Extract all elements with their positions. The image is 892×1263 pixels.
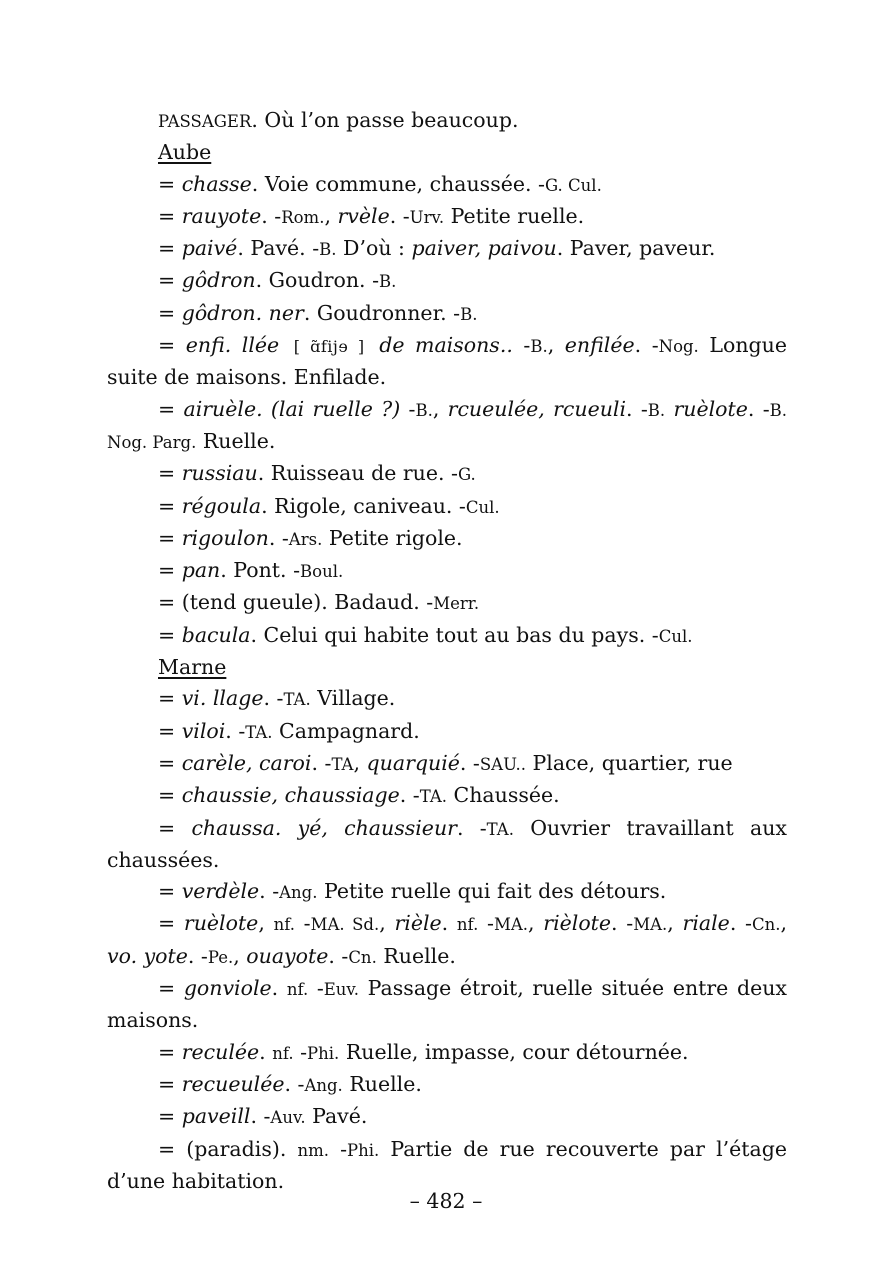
source-abbrev: B. [460,304,478,324]
entry-text: = [158,268,182,293]
entry-text: = [158,300,182,325]
entry-line [107,1134,787,1198]
entry-line [107,555,787,587]
source-abbrev: G. [457,465,476,485]
dialect-term: ruèlote [183,911,259,936]
entry-text: - [400,396,416,421]
entry-text: Partie de rue recouverte par l’étage d’une habitation. [107,1136,787,1193]
dialect-term: ouayote [246,943,329,968]
dictionary-text [107,105,787,1197]
source-abbrev: nf. [456,915,479,935]
entry-text: Ruelle, impasse, cour détournée. [339,1039,689,1064]
dialect-term: pan [181,558,221,583]
entry-text: = [158,461,182,486]
entry-text: , [780,911,788,936]
source-abbrev: Phi. [347,1140,380,1160]
entry-text: . [259,1039,273,1064]
entry-text: . Rigole, caniveau. - [261,493,466,518]
entry-line [107,105,787,137]
entry-text: = [158,718,182,743]
entry-line [107,491,787,523]
source-abbrev: B. [415,400,433,420]
source-abbrev: Pe. [207,947,234,967]
source-abbrev: Phi. [307,1043,340,1063]
entry-text: = [158,558,182,583]
entry-line [107,748,787,780]
entry-text: . Pont. - [220,558,301,583]
entry-text: . - [187,943,208,968]
entry-text: . - [747,396,770,421]
entry-text: - [512,333,531,358]
entry-text: Pavé. [305,1104,368,1129]
dialect-term: russiau [181,461,258,486]
entry-text: . Ruisseau de rue. - [257,461,458,486]
entry-text: . - [328,943,349,968]
dialect-term: rvèle [337,203,390,228]
dialect-term: riale [682,911,730,936]
entry-text: Ruelle. [196,428,276,453]
entry-text: . - [268,525,289,550]
dialect-term: viloi [181,718,226,743]
dialect-term: vo. yote [107,943,188,968]
entry-text: D’où : [336,236,412,261]
entry-text: , [379,911,395,936]
entry-text: = [158,203,182,228]
source-abbrev: TA. [419,787,447,807]
source-abbrev: nf. [286,980,309,1000]
entry-text: - [328,1136,348,1161]
dialect-term: quarquié [366,750,460,775]
entry-line [107,1037,787,1069]
entry-text: . - [250,1104,271,1129]
source-abbrev: B. [319,240,337,260]
source-abbrev: G. Cul. [544,175,602,195]
entry-line [107,137,787,168]
entry-text: = (tend gueule). Badaud. - [158,590,434,615]
entry-line [107,523,787,555]
entry-text: Passage étroit, ruelle située entre deux maisons. [107,976,787,1033]
entry-text: , [667,911,683,936]
dialect-term: carèle, caroi [181,750,312,775]
dialect-term: gôdron [181,268,256,293]
source-abbrev: Merr. [433,594,480,614]
source-abbrev: Cn. [348,947,377,967]
dialect-term: chaussa. yé, chaussieur [191,815,457,840]
source-abbrev: Cn. [751,915,781,935]
entry-text: Longue suite de maisons. Enfilade. [107,333,787,390]
entry-text: - [293,1039,308,1064]
entry-text: = [158,686,182,711]
dialect-term: paveill [181,1104,251,1129]
source-abbrev: Ang. [304,1075,343,1095]
entry-line [107,683,787,715]
entry-line [107,876,787,908]
entry-line [107,973,787,1037]
entry-text: . Celui qui habite tout au bas du pays. - [250,622,659,647]
entry-text: . Goudronner. - [303,300,461,325]
entry-text: Ruelle. [376,943,456,968]
entry-text: . Voie commune, chaussée. - [251,171,545,196]
entry-text: . - [259,879,280,904]
entry-text: Ouvrier travaillant aux chaussées. [107,815,787,872]
dialect-term: enfilée [564,333,635,358]
dialect-term: verdèle [181,879,260,904]
entry-text: . - [634,333,659,358]
entry-text: = [158,396,184,421]
source-abbrev: nf. [272,1043,294,1063]
entry-text: Chaussée. [447,783,560,808]
entry-line [107,813,787,877]
source-abbrev: B. [530,337,548,357]
entry-text: = [158,750,182,775]
source-abbrev: MA. [493,915,529,935]
dialect-term: rièlote [543,911,612,936]
entry-text: , [432,396,448,421]
dialect-term: bacula [181,622,251,647]
entry-text: , [233,943,247,968]
entry-text: . - [626,396,648,421]
dialect-term: régoula [181,493,262,518]
entry-text: . Pavé. - [237,236,320,261]
entry-text: . - [729,911,752,936]
source-abbrev: Cul. [465,497,500,517]
page-number: – 482 – [409,1189,483,1213]
dialect-term: rcueulée, rcueuli [447,396,627,421]
entry-text: - [308,976,324,1001]
entry-text: - [294,911,311,936]
entry-line [107,265,787,297]
entry-text: = [158,879,182,904]
dialect-term: rauyote [181,203,262,228]
entry-line [107,458,787,490]
entry-line [107,1069,787,1101]
entry-text: = [158,1039,182,1064]
entry-text: , [353,750,367,775]
source-abbrev: Urv. [409,207,445,227]
entry-text: , [324,203,338,228]
entry-text: = [158,493,182,518]
dialect-term: airuèle. (lai ruelle ?) [183,396,401,421]
entry-line [107,620,787,652]
entry-text: . - [459,750,480,775]
entry-text: = [158,333,186,358]
entry-text: = [158,1071,182,1096]
dialect-term: ruèlote [673,396,748,421]
entry-text: . Goudron. - [255,268,380,293]
source-abbrev: Boul. [300,562,344,582]
entry-text: Campagnard. [272,718,420,743]
entry-text: Petite ruelle qui fait des détours. [317,879,667,904]
dialect-term: rigoulon [181,525,269,550]
dialect-term: rièle [394,911,442,936]
entry-line [107,908,787,973]
section-heading: Aube [158,140,212,165]
source-abbrev: Rom. [281,207,325,227]
entry-text: Petite ruelle. [444,203,585,228]
source-abbrev: B. [647,400,666,420]
entry-line [107,652,787,683]
source-abbrev: B. [379,272,397,292]
entry-line [107,201,787,233]
source-abbrev: SAU.. [479,754,526,774]
dialect-term: recueulée [181,1071,285,1096]
dialect-term: paiver, paivou [411,236,557,261]
entry-text: = [158,236,182,261]
source-abbrev: Ang. [279,883,318,903]
dialect-term: reculée [181,1039,260,1064]
entry-text: = [158,976,184,1001]
entry-line [107,298,787,330]
entry-text: . - [399,783,420,808]
phonetic-transcription: [ ɑ̃fijɘ ] [293,337,365,357]
section-heading: Marne [158,655,227,680]
entry-text: = [158,1104,182,1129]
entry-text: = [158,622,182,647]
entry-line [107,780,787,812]
source-abbrev: Ars. [288,529,323,549]
entry-text [279,333,290,357]
source-abbrev: nm. [297,1140,329,1160]
entry-text: - [478,911,494,936]
entry-text: . - [284,1071,305,1096]
entry-text: . - [611,911,634,936]
entry-text: = [158,815,192,840]
entry-line [107,233,787,265]
source-abbrev: TA. [486,819,514,839]
entry-text: . - [311,750,332,775]
entry-line [107,1101,787,1133]
dialect-term: vi. llage [181,686,264,711]
source-abbrev: MA. [633,915,668,935]
entry-text: Ruelle. [342,1071,422,1096]
entry-text: = (paradis). [158,1136,298,1161]
entry-text: = [158,525,182,550]
entry-text: . - [456,815,487,840]
source-abbrev: TA. [283,690,311,710]
entry-text: . [441,911,457,936]
source-abbrev: Euv. [323,980,360,1000]
entry-line [107,169,787,201]
entry-line [107,716,787,748]
entry-text: = [158,911,184,936]
dialect-term: paivé [181,236,238,261]
entry-text: . - [389,203,410,228]
dialect-term: chaussie, chaussiage [181,783,400,808]
entry-text: . - [225,718,246,743]
entry-text: . Où l’on passe beaucoup. [251,108,519,132]
entry-text: Place, quartier, rue [525,750,733,775]
entry-line [107,330,787,394]
entry-line [107,587,787,619]
entry-text: . Paver, paveur. [556,236,716,261]
source-abbrev: MA. Sd. [310,915,380,935]
dialect-term: de maisons.. [379,333,513,358]
dialect-term: gonviole [183,976,272,1001]
entry-text: . - [263,686,284,711]
dialect-term: chasse [181,171,252,196]
entry-text: , [547,333,565,358]
entry-text: = [158,171,182,196]
source-abbrev: nf. [273,915,295,935]
entry-text: . - [261,203,282,228]
entry-text [369,333,380,357]
dialect-term: gôdron. ner [181,300,304,325]
source-abbrev: TA. [245,722,273,742]
source-abbrev: TA [331,754,354,774]
entry-text: = [158,783,182,808]
source-abbrev: B. Nog. Parg. [107,400,787,452]
entry-text: . [271,976,287,1001]
entry-text: , [528,911,544,936]
entry-text: , [258,911,274,936]
entry-text: Village. [310,686,396,711]
entry-text: Petite rigole. [322,525,463,550]
source-abbrev: Cul. [658,626,693,646]
source-abbrev: Auv. [270,1108,306,1128]
entry-line [107,394,787,459]
source-abbrev: PASSAGER [158,112,252,131]
source-abbrev: Nog. [658,337,699,357]
dialect-term: enfi. llée [185,333,280,358]
